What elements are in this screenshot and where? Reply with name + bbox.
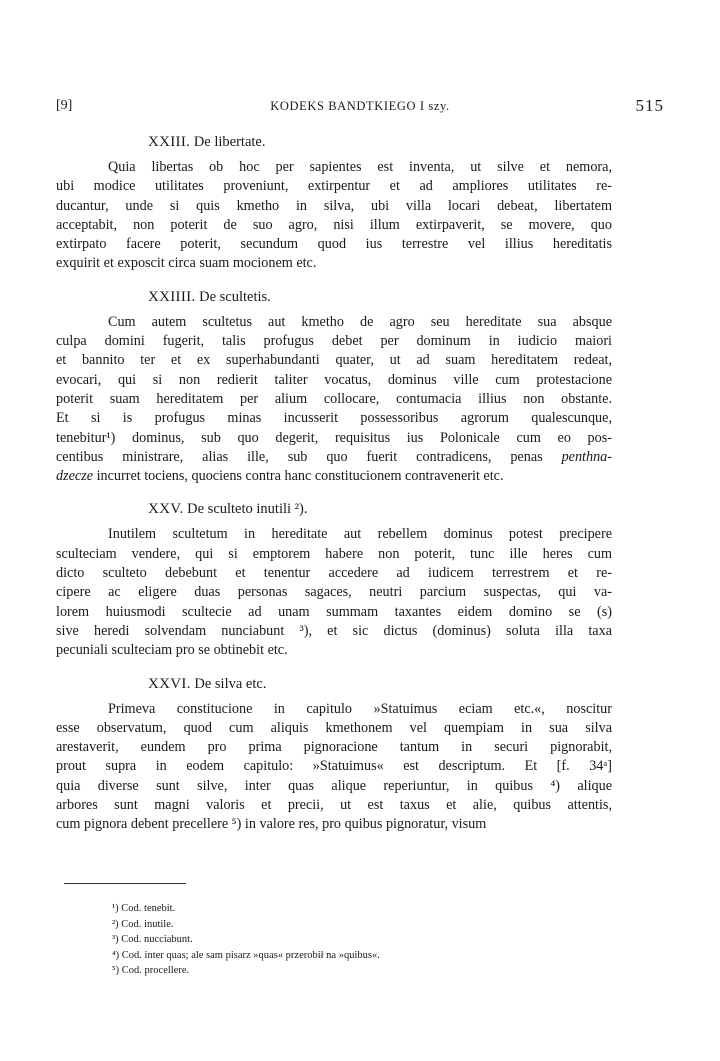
text-line: sculteciam vendere, qui si emptorem habere non poterit, tunc ille heres cum: [56, 545, 612, 562]
text-line: esse observatum, quod cum aliquis kmethonem vel quempiam in sua silva: [56, 719, 612, 736]
section-number: XXIIII.: [148, 288, 196, 305]
text-line: cum pignora debent precellere ⁵) in valore res, pro quibus pignoratur, visum: [56, 816, 487, 833]
section-title: De scultetis.: [195, 288, 271, 305]
text-line: dicto sculteto debebunt et tenentur accedere ad iudicem terrestrem et re-: [56, 565, 612, 582]
section-title: De sculteto inutili ²).: [183, 501, 308, 518]
text-line: quia diverse sunt silve, inter quas alique reperiuntur, in quibus ⁴) alique: [56, 777, 612, 794]
section-paragraph: [56, 525, 612, 660]
section-heading: [56, 288, 612, 307]
section-number: XXIII.: [148, 134, 191, 150]
text-line: prout supra in eodem capitulo: »Statuimus« est descriptum. Et [f. 34ᵃ]: [56, 758, 612, 775]
text-line: Quia libertas ob hoc per sapientes est inventa, ut silve et nemora,: [108, 159, 612, 175]
section-paragraph: [56, 158, 612, 274]
text-line: Cum autem scultetus aut kmetho de agro seu hereditate sua absque: [108, 313, 612, 330]
text-line: tenebitur¹) dominus, sub quo degerit, requisitus ius Polonicale cum eo pos-: [56, 429, 612, 446]
section-heading: [56, 675, 612, 694]
section-paragraph: [56, 313, 612, 487]
header-section-number: [9]: [56, 98, 73, 113]
text-line: lorem huiusmodi scultecie ad unam summam taxantes eidem domino se (s): [56, 603, 612, 620]
text-line: centibus ministrare, alias ille, sub quo fuerit contradicens, penas penthna-: [56, 448, 612, 465]
section-title: De silva etc.: [190, 675, 267, 692]
text-line: arestaverit, eundem pro prima pignoracione tantum in securi pignorabit,: [56, 739, 612, 756]
text-line: Et si is profugus minas incusserit possessoribus agrorum qualescunque,: [56, 410, 612, 427]
text-line: extirpato facere poterit, secundum quod ius terrestre vel illius hereditatis: [56, 236, 612, 253]
text-line: Primeva constitucione in capitulo »Statuimus eciam etc.«, noscitur: [108, 700, 612, 717]
text-line: dzecze incurret tociens, quociens contra hanc constitucionem contravenerit etc.: [56, 468, 504, 485]
text-line: et bannito ter et ex superhabundanti quater, ut ad suam hereditatem redeat,: [56, 352, 612, 369]
section-title: De libertate.: [190, 134, 266, 150]
footnote: ³) Cod. nucciabunt.: [112, 934, 193, 945]
footnote: ²) Cod. inutile.: [112, 918, 174, 930]
text-line: culpa domini fugerit, talis profugus debet per dominum in iudicio maiori: [56, 333, 612, 350]
section-paragraph: [56, 700, 612, 835]
footnote: ¹) Cod. tenebit.: [112, 903, 176, 914]
text-line: acceptabit, non poterit de suo agro, nisi illum extirpaverit, se movere, quo: [56, 216, 612, 233]
running-header: [56, 96, 664, 118]
footnotes: [112, 901, 380, 979]
text-line: arbores sunt magni valoris et precii, ut est taxus et alie, quibus attentis,: [56, 797, 612, 814]
text-line: sive heredi solvendam nunciabunt ³), et sic dictus (dominus) soluta illa taxa: [56, 622, 612, 639]
text-line: Inutilem scultetum in hereditate aut rebellem dominus potest precipere: [108, 526, 612, 543]
text-line: cipere ac eligere duas personas sagaces, neutri parcium suspectas, qui va-: [56, 584, 612, 601]
section-heading: [56, 133, 612, 152]
section-number: XXV.: [148, 501, 184, 518]
footnote: ⁴) Cod. inter quas; ale sam pisarz »quas« przerobił na »quibus«.: [112, 949, 380, 961]
text-line: ubi modice utilitates proveniunt, extirpentur et ad ampliores utilitates re-: [56, 178, 612, 195]
header-title: KODEKS BANDTKIEGO I szy.: [270, 99, 450, 113]
text-line: poterit suam hereditatem per alium collocare, contumacia illius non obstante.: [56, 390, 612, 407]
section-number: XXVI.: [148, 675, 191, 692]
text-line: evocari, qui si non redierit taliter vocatus, dominus ville cum protestacione: [56, 371, 612, 388]
footnote: ⁵) Cod. procellere.: [112, 965, 190, 976]
text-line: ducantur, unde si quis kmetho in silva, ubi villa locari debeat, libertatem: [56, 197, 612, 214]
text-line: pecuniali sculteciam pro se obtinebit etc.: [56, 642, 288, 659]
text-line: exquirit et exposcit circa suam mocionem etc.: [56, 255, 317, 272]
section-heading: [56, 500, 612, 519]
main-text: [56, 133, 612, 835]
page-number: 515: [635, 96, 664, 115]
footnote-rule: [64, 883, 186, 884]
